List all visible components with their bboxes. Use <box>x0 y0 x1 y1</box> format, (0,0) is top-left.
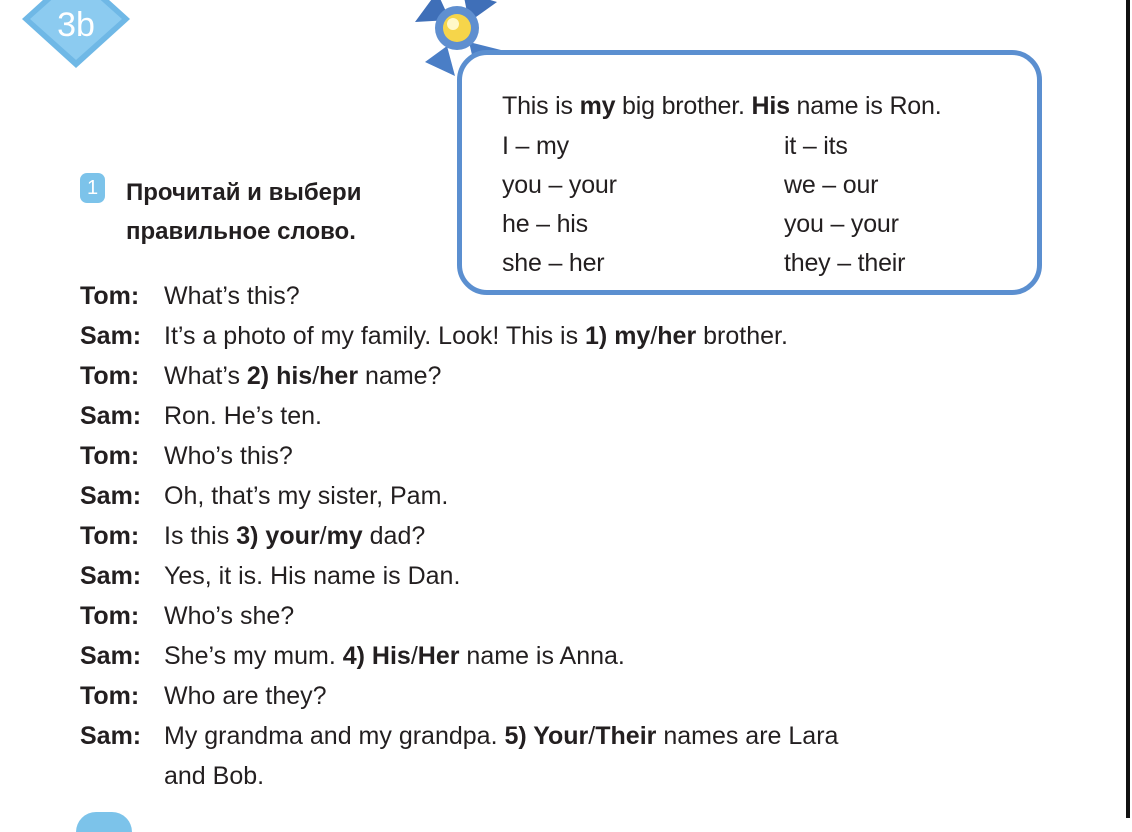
utterance <box>164 402 322 431</box>
utterance-text: / <box>588 722 596 750</box>
next-task-badge <box>76 812 132 832</box>
pronoun-pair: I – my <box>502 132 569 160</box>
utterance <box>164 602 294 631</box>
utterance-text: / <box>650 322 658 350</box>
speaker-label: Tom: <box>80 442 140 470</box>
unit-badge-label: 3b <box>57 6 95 44</box>
utterance-text: Ron. He’s ten. <box>164 402 322 430</box>
answer-option: 2) his <box>246 362 313 390</box>
speaker-label: Tom: <box>80 282 140 310</box>
answer-option: 1) my <box>585 322 651 350</box>
page-edge-rule <box>1126 0 1130 818</box>
utterance-text: What’s <box>164 362 247 390</box>
utterance <box>164 282 300 311</box>
utterance <box>164 762 264 791</box>
speaker-label: Tom: <box>80 522 140 550</box>
utterance-text: Yes, it is. His name is Dan. <box>164 562 461 590</box>
utterance-text: Who’s this? <box>164 442 293 470</box>
utterance-text: Is this <box>164 522 237 550</box>
utterance <box>164 522 425 551</box>
utterance-text: dad? <box>362 522 426 550</box>
utterance-text: brother. <box>696 322 788 350</box>
utterance-text: What’s this? <box>164 282 300 310</box>
answer-option: my <box>326 522 363 550</box>
answer-option: Their <box>595 722 657 750</box>
utterance-text: name is Anna. <box>459 642 625 670</box>
pronoun-pair: you – your <box>784 210 899 238</box>
utterance <box>164 562 460 591</box>
utterance-text: names are Lara <box>656 722 839 750</box>
pronoun-pair: he – his <box>502 210 588 238</box>
speaker-label: Sam: <box>80 722 142 750</box>
task-number-badge: 1 <box>80 173 105 203</box>
utterance-text: / <box>410 642 418 670</box>
speaker-label: Sam: <box>80 322 142 350</box>
utterance-text: It’s a photo of my family. Look! This is <box>164 322 586 350</box>
speaker-label: Sam: <box>80 482 142 510</box>
utterance <box>164 682 327 711</box>
grammar-box <box>457 50 1042 295</box>
speaker-label: Tom: <box>80 602 140 630</box>
answer-option: 4) His <box>342 642 411 670</box>
utterance <box>164 482 448 511</box>
answer-option: 3) your <box>236 522 320 550</box>
unit-badge-icon <box>22 0 130 68</box>
pronoun-pair: you – your <box>502 171 617 199</box>
answer-option: her <box>319 362 359 390</box>
utterance-text: Oh, that’s my sister, Pam. <box>164 482 449 510</box>
utterance <box>164 362 441 391</box>
utterance <box>164 442 293 471</box>
utterance <box>164 322 788 351</box>
answer-option: her <box>657 322 697 350</box>
utterance-text: name? <box>358 362 442 390</box>
pronoun-pair: we – our <box>784 171 879 199</box>
speaker-label: Sam: <box>80 402 142 430</box>
pronoun-pair: it – its <box>784 132 848 160</box>
pronoun-pair: she – her <box>502 249 605 277</box>
speaker-label: Tom: <box>80 682 140 710</box>
utterance-text: / <box>319 522 327 550</box>
utterance-text: and Bob. <box>164 762 265 790</box>
speaker-label: Sam: <box>80 642 142 670</box>
utterance <box>164 642 625 671</box>
answer-option: Her <box>417 642 460 670</box>
utterance-text: She’s my mum. <box>164 642 343 670</box>
utterance-text: My grandma and my grandpa. <box>164 722 505 750</box>
task-instruction: Прочитай и выбери правильное слово. <box>126 179 362 245</box>
grammar-example: This is my big brother. His name is Ron. <box>502 92 942 120</box>
utterance-text: Who’s she? <box>164 602 295 630</box>
pronoun-pair: they – their <box>784 249 906 277</box>
utterance <box>164 722 838 751</box>
utterance-text: Who are they? <box>164 682 327 710</box>
utterance-text: / <box>312 362 320 390</box>
speaker-label: Sam: <box>80 562 142 590</box>
speaker-label: Tom: <box>80 362 140 390</box>
answer-option: 5) Your <box>504 722 589 750</box>
